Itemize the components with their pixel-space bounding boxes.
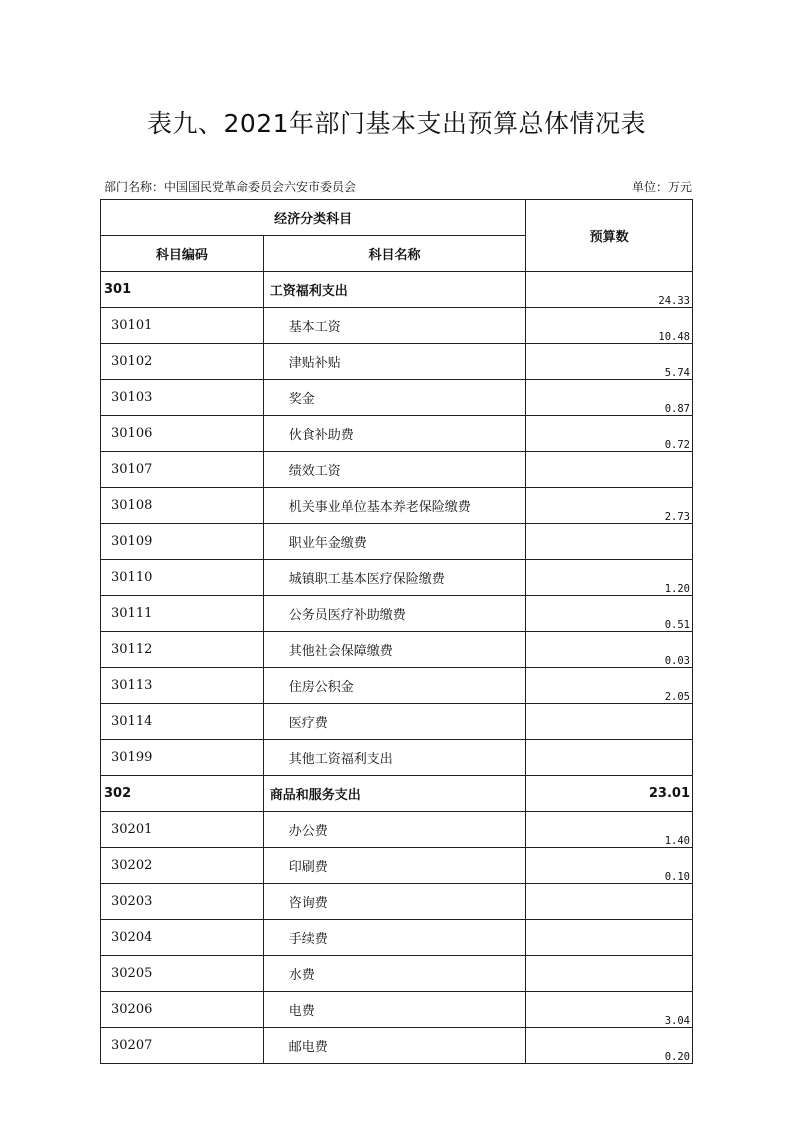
item-code: 30206 — [101, 992, 264, 1028]
item-name: 电费 — [263, 992, 526, 1028]
item-code: 30203 — [101, 884, 264, 920]
item-name: 公务员医疗补助缴费 — [263, 596, 526, 632]
category-row — [101, 272, 693, 308]
budget-value: 0.20 — [526, 1028, 693, 1064]
item-name: 工资福利支出 — [263, 272, 526, 308]
item-code: 30202 — [101, 848, 264, 884]
item-code: 302 — [101, 776, 264, 812]
item-code: 30207 — [101, 1028, 264, 1064]
page-title: 表九、2021年部门基本支出预算总体情况表 — [146, 109, 647, 138]
budget-value — [526, 704, 693, 740]
budget-value — [526, 740, 693, 776]
table-row — [101, 560, 693, 596]
code-header: 科目编码 — [101, 236, 264, 272]
item-name: 手续费 — [263, 920, 526, 956]
group-header: 经济分类科目 — [101, 200, 526, 236]
item-code: 30103 — [101, 380, 264, 416]
item-name: 基本工资 — [263, 308, 526, 344]
table-row — [101, 632, 693, 668]
table-row — [101, 992, 693, 1028]
budget-table — [100, 199, 693, 1064]
table-row — [101, 344, 693, 380]
budget-value: 0.10 — [526, 848, 693, 884]
budget-value: 2.73 — [526, 488, 693, 524]
item-name: 津贴补贴 — [263, 344, 526, 380]
unit-label: 单位：万元 — [631, 180, 692, 194]
table-row — [101, 668, 693, 704]
value-header: 预算数 — [526, 200, 693, 272]
table-row — [101, 488, 693, 524]
item-code: 30106 — [101, 416, 264, 452]
budget-value: 0.51 — [526, 596, 693, 632]
table-row — [101, 596, 693, 632]
item-code: 301 — [101, 272, 264, 308]
budget-value: 0.03 — [526, 632, 693, 668]
table-row — [101, 308, 693, 344]
item-code: 30113 — [101, 668, 264, 704]
budget-value — [526, 524, 693, 560]
budget-value — [526, 884, 693, 920]
table-row — [101, 416, 693, 452]
budget-value: 1.20 — [526, 560, 693, 596]
item-code: 30102 — [101, 344, 264, 380]
budget-value: 0.87 — [526, 380, 693, 416]
table-row — [101, 452, 693, 488]
item-name: 伙食补助费 — [263, 416, 526, 452]
item-name: 城镇职工基本医疗保险缴费 — [263, 560, 526, 596]
item-name: 奖金 — [263, 380, 526, 416]
item-name: 其他工资福利支出 — [263, 740, 526, 776]
item-name: 医疗费 — [263, 704, 526, 740]
item-name: 水费 — [263, 956, 526, 992]
budget-value — [526, 452, 693, 488]
item-name: 邮电费 — [263, 1028, 526, 1064]
item-code: 30201 — [101, 812, 264, 848]
table-row — [101, 524, 693, 560]
table-row — [101, 1028, 693, 1064]
budget-value: 1.40 — [526, 812, 693, 848]
budget-value — [526, 920, 693, 956]
item-code: 30112 — [101, 632, 264, 668]
budget-value: 23.01 — [526, 776, 693, 812]
department-name: 部门名称：中国国民党革命委员会六安市委员会 — [104, 180, 357, 194]
budget-value: 0.72 — [526, 416, 693, 452]
item-code: 30108 — [101, 488, 264, 524]
table-row — [101, 812, 693, 848]
table-row — [101, 884, 693, 920]
table-row — [101, 956, 693, 992]
item-code: 30114 — [101, 704, 264, 740]
item-code: 30111 — [101, 596, 264, 632]
item-code: 30101 — [101, 308, 264, 344]
item-name: 商品和服务支出 — [263, 776, 526, 812]
item-code: 30109 — [101, 524, 264, 560]
item-code: 30107 — [101, 452, 264, 488]
item-code: 30199 — [101, 740, 264, 776]
budget-value: 2.05 — [526, 668, 693, 704]
item-name: 其他社会保障缴费 — [263, 632, 526, 668]
item-name: 职业年金缴费 — [263, 524, 526, 560]
budget-value: 5.74 — [526, 344, 693, 380]
budget-value — [526, 956, 693, 992]
budget-value: 10.48 — [526, 308, 693, 344]
item-name: 住房公积金 — [263, 668, 526, 704]
table-row — [101, 920, 693, 956]
table-row — [101, 848, 693, 884]
item-code: 30204 — [101, 920, 264, 956]
table-header-row-1 — [101, 200, 693, 236]
name-header: 科目名称 — [263, 236, 526, 272]
table-row — [101, 740, 693, 776]
item-name: 印刷费 — [263, 848, 526, 884]
table-row — [101, 704, 693, 740]
item-name: 绩效工资 — [263, 452, 526, 488]
item-code: 30110 — [101, 560, 264, 596]
budget-value: 3.04 — [526, 992, 693, 1028]
item-name: 机关事业单位基本养老保险缴费 — [263, 488, 526, 524]
budget-value: 24.33 — [526, 272, 693, 308]
item-name: 咨询费 — [263, 884, 526, 920]
category-row — [101, 776, 693, 812]
table-row — [101, 380, 693, 416]
item-name: 办公费 — [263, 812, 526, 848]
item-code: 30205 — [101, 956, 264, 992]
